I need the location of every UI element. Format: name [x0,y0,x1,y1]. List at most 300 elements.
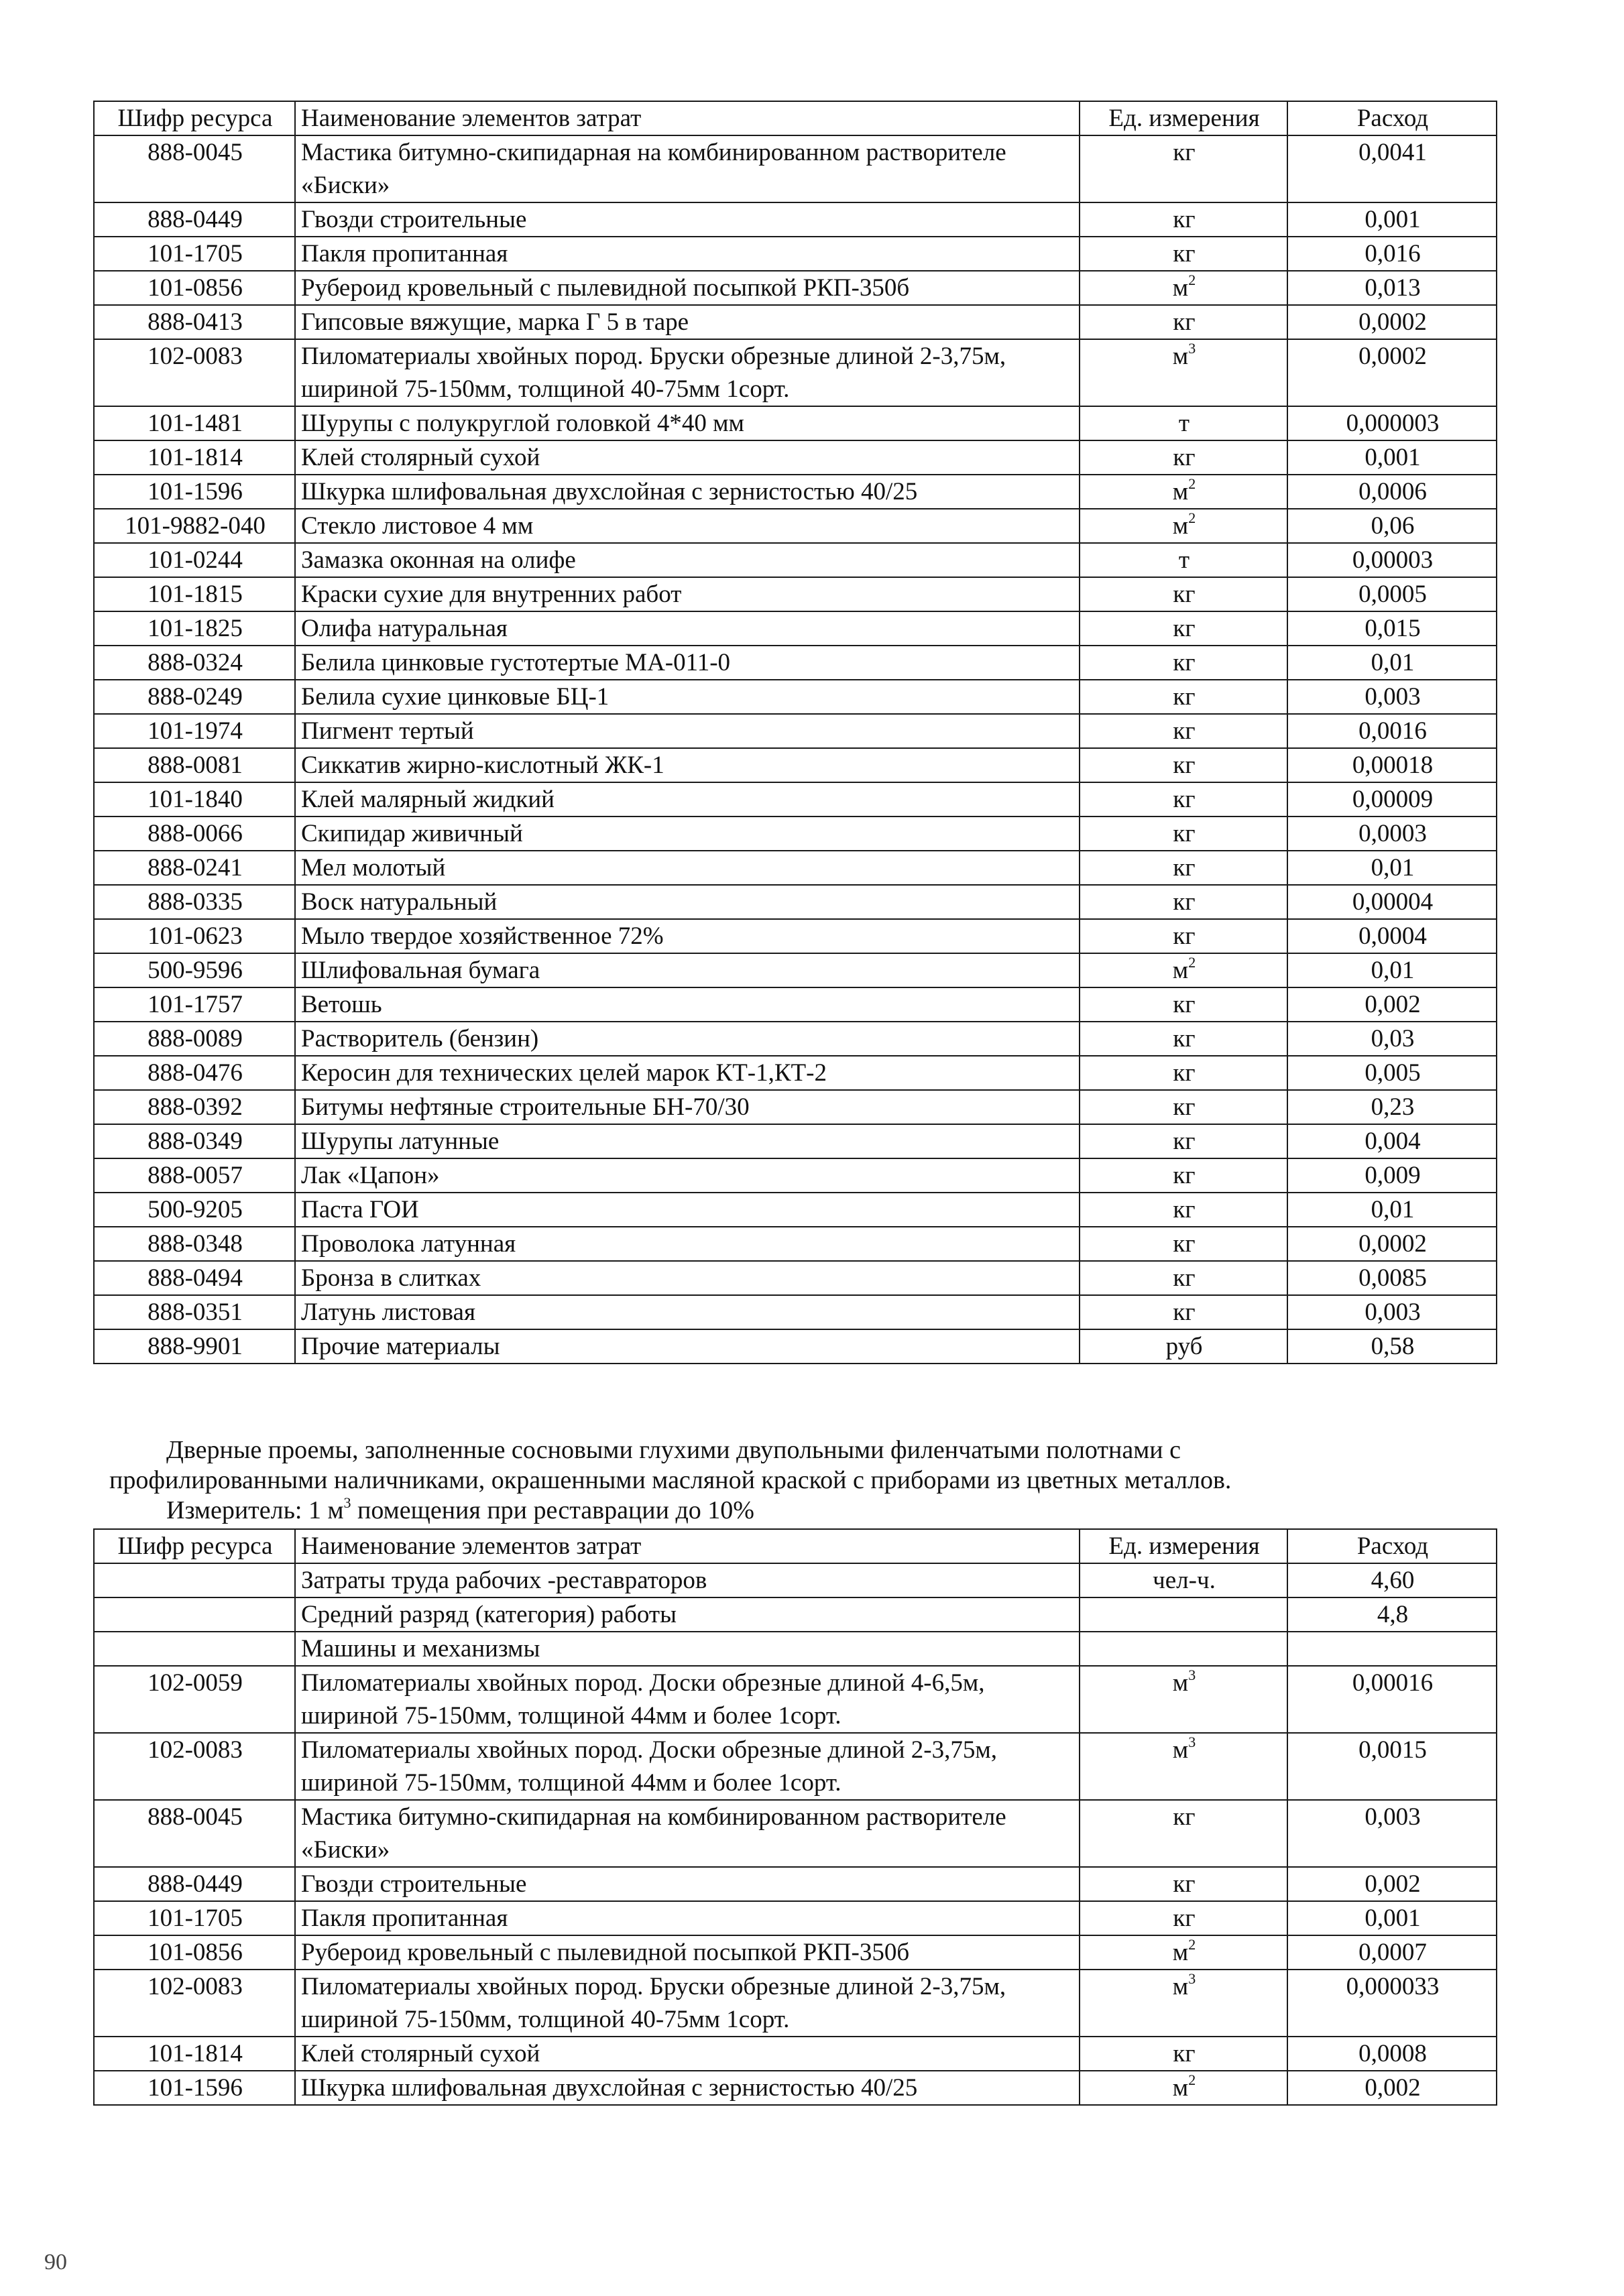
unit-of-measure [1080,919,1287,953]
measure-exponent: 3 [343,1494,351,1511]
resource-code: 888-0494 [94,1261,295,1295]
unit-text: кг [1173,991,1196,1018]
unit-text: м [1172,1939,1189,1966]
resource-code: 888-0089 [94,1022,295,1056]
cost-element-name: Клей столярный сухой [295,2037,1080,2071]
cost-element-name: Мыло твердое хозяйственное 72% [295,919,1080,953]
unit-text: кг [1173,1298,1196,1326]
table-row [94,305,1497,339]
cost-element-name: Клей малярный жидкий [295,782,1080,817]
unit-of-measure [1080,339,1287,406]
consumption-value: 0,002 [1287,987,1497,1022]
unit-text: кг [1173,1059,1196,1087]
consumption-value [1287,1632,1497,1666]
unit-text: м [1172,1669,1189,1697]
resource-code: 101-1596 [94,2071,295,2105]
cost-element-name: Шлифовальная бумага [295,953,1080,987]
resource-code: 888-0249 [94,680,295,714]
unit-of-measure [1080,135,1287,202]
header-qty: Расход [1287,101,1497,135]
cost-element-name: Пиломатериалы хвойных пород. Бруски обрезные длиной 2-3,75м, шириной 75-150мм, толщиной 40-75мм 1сорт. [295,339,1080,406]
table-row [94,680,1497,714]
unit-text: кг [1173,922,1196,950]
unit-of-measure [1080,851,1287,885]
header-qty: Расход [1287,1529,1497,1563]
table-row [94,1632,1497,1666]
header-code: Шифр ресурса [94,1529,295,1563]
consumption-value: 0,0015 [1287,1733,1497,1800]
resource-code: 101-1481 [94,406,295,440]
consumption-value: 0,005 [1287,1056,1497,1090]
consumption-value: 0,009 [1287,1158,1497,1193]
unit-text: кг [1173,240,1196,267]
resource-code: 888-0045 [94,135,295,202]
cost-element-name: Паста ГОИ [295,1193,1080,1227]
cost-element-name: Пиломатериалы хвойных пород. Доски обрезные длиной 2-3,75м, шириной 75-150мм, толщиной 44мм и более 1сорт. [295,1733,1080,1800]
resource-code: 888-0066 [94,817,295,851]
resource-code: 888-0392 [94,1090,295,1124]
consumption-value: 0,003 [1287,680,1497,714]
consumption-value: 0,01 [1287,646,1497,680]
consumption-value: 0,00016 [1287,1666,1497,1733]
cost-element-name: Сиккатив жирно-кислотный ЖК-1 [295,748,1080,782]
unit-text: т [1178,410,1190,437]
cost-element-name: Шкурка шлифовальная двухслойная с зернистостью 40/25 [295,475,1080,509]
consumption-value: 0,015 [1287,611,1497,646]
unit-text: руб [1165,1333,1203,1360]
table-row [94,475,1497,509]
unit-of-measure [1080,2037,1287,2071]
unit-of-measure [1080,475,1287,509]
resource-code: 101-0856 [94,1935,295,1970]
unit-of-measure [1080,782,1287,817]
cost-element-name: Пиломатериалы хвойных пород. Доски обрезные длиной 4-6,5м, шириной 75-150мм, толщиной 44мм и более 1сорт. [295,1666,1080,1733]
unit-text: м [1172,957,1189,984]
table-row [94,851,1497,885]
table-row [94,339,1497,406]
header-unit: Ед. измерения [1080,1529,1287,1563]
unit-of-measure [1080,2071,1287,2105]
header-code: Шифр ресурса [94,101,295,135]
consumption-value: 0,0002 [1287,305,1497,339]
resource-table-1 [93,101,1497,1364]
table-row [94,1970,1497,2037]
cost-element-name: Затраты труда рабочих -реставраторов [295,1563,1080,1597]
measure-suffix: помещения при реставрации до 10% [351,1496,754,1524]
cost-element-name: Пакля пропитанная [295,1901,1080,1935]
resource-code: 888-0449 [94,1867,295,1901]
consumption-value: 0,0005 [1287,577,1497,611]
cost-element-name: Мастика битумно-скипидарная на комбинированном растворителе «Биски» [295,1800,1080,1867]
resource-code: 101-1705 [94,1901,295,1935]
unit-text: кг [1173,615,1196,642]
resource-code: 888-0476 [94,1056,295,1090]
consumption-value: 0,003 [1287,1295,1497,1329]
table-row [94,440,1497,475]
cost-element-name: Шкурка шлифовальная двухслойная с зернистостью 40/25 [295,2071,1080,2105]
table-row [94,1056,1497,1090]
resource-code: 888-0413 [94,305,295,339]
consumption-value: 0,00018 [1287,748,1497,782]
unit-of-measure [1080,680,1287,714]
cost-element-name: Мел молотый [295,851,1080,885]
resource-code: 500-9205 [94,1193,295,1227]
unit-of-measure [1080,714,1287,748]
unit-of-measure [1080,577,1287,611]
unit-text: кг [1173,139,1196,166]
unit-exponent: 3 [1188,1734,1196,1750]
table-row [94,509,1497,543]
resource-code: 101-1814 [94,440,295,475]
unit-exponent: 2 [1188,954,1196,971]
resource-code: 888-0349 [94,1124,295,1158]
unit-text: кг [1173,1905,1196,1932]
resource-code: 101-1596 [94,475,295,509]
consumption-value: 0,01 [1287,953,1497,987]
consumption-value: 0,03 [1287,1022,1497,1056]
section-caption-measure [166,1494,754,1527]
table-row [94,1901,1497,1935]
consumption-value: 0,000033 [1287,1970,1497,2037]
table-row [94,2071,1497,2105]
cost-element-name: Замазка оконная на олифе [295,543,1080,577]
consumption-value: 0,00009 [1287,782,1497,817]
unit-exponent: 2 [1188,475,1196,492]
cost-element-name: Латунь листовая [295,1295,1080,1329]
table-header-row [94,1529,1497,1563]
cost-element-name: Шурупы с полукруглой головкой 4*40 мм [295,406,1080,440]
table-row [94,1090,1497,1124]
table-row [94,1158,1497,1193]
unit-exponent: 2 [1188,509,1196,526]
unit-of-measure [1080,646,1287,680]
table-row [94,1597,1497,1632]
table-row [94,1867,1497,1901]
unit-of-measure [1080,1563,1287,1597]
cost-element-name: Лак «Цапон» [295,1158,1080,1193]
consumption-value: 0,0008 [1287,2037,1497,2071]
table-row [94,543,1497,577]
resource-table-1-body [94,101,1497,1364]
resource-code: 102-0059 [94,1666,295,1733]
table-row [94,202,1497,237]
resource-code: 888-0348 [94,1227,295,1261]
unit-exponent: 2 [1188,1936,1196,1953]
unit-text: кг [1173,1128,1196,1155]
header-unit: Ед. измерения [1080,101,1287,135]
table-row [94,135,1497,202]
unit-text: кг [1173,1870,1196,1898]
unit-of-measure [1080,237,1287,271]
table-row [94,1666,1497,1733]
unit-text: кг [1173,1264,1196,1292]
consumption-value: 0,01 [1287,851,1497,885]
unit-text: кг [1173,683,1196,711]
table-row [94,1733,1497,1800]
unit-of-measure [1080,1800,1287,1867]
unit-of-measure [1080,406,1287,440]
consumption-value: 0,002 [1287,1867,1497,1901]
table-row [94,611,1497,646]
consumption-value: 0,58 [1287,1329,1497,1364]
table-row [94,748,1497,782]
resource-table-2-body [94,1529,1497,2105]
unit-text: кг [1173,308,1196,336]
table-row [94,1329,1497,1364]
table-row [94,817,1497,851]
unit-of-measure [1080,1022,1287,1056]
resource-code: 101-0244 [94,543,295,577]
measure-prefix: Измеритель: 1 м [166,1496,344,1524]
resource-code: 888-9901 [94,1329,295,1364]
unit-text: м [1172,1736,1189,1764]
unit-of-measure [1080,1193,1287,1227]
unit-text: кг [1173,2040,1196,2067]
unit-text: кг [1173,786,1196,813]
consumption-value: 0,0002 [1287,1227,1497,1261]
unit-of-measure [1080,885,1287,919]
cost-element-name: Средний разряд (категория) работы [295,1597,1080,1632]
unit-text: кг [1173,1196,1196,1223]
consumption-value: 0,001 [1287,440,1497,475]
unit-of-measure [1080,202,1287,237]
unit-of-measure [1080,1295,1287,1329]
unit-exponent: 2 [1188,271,1196,288]
unit-text: м [1172,512,1189,540]
unit-of-measure [1080,509,1287,543]
resource-code: 500-9596 [94,953,295,987]
consumption-value: 0,0085 [1287,1261,1497,1295]
resource-code: 101-1825 [94,611,295,646]
unit-of-measure [1080,1158,1287,1193]
table-row [94,1124,1497,1158]
unit-exponent: 3 [1188,1667,1196,1683]
unit-of-measure [1080,987,1287,1022]
unit-of-measure [1080,1733,1287,1800]
table-row [94,885,1497,919]
consumption-value: 0,004 [1287,1124,1497,1158]
cost-element-name: Прочие материалы [295,1329,1080,1364]
cost-element-name: Воск натуральный [295,885,1080,919]
table-row [94,714,1497,748]
table-row [94,987,1497,1022]
cost-element-name: Гипсовые вяжущие, марка Г 5 в таре [295,305,1080,339]
resource-code: 888-0081 [94,748,295,782]
resource-code: 888-0449 [94,202,295,237]
consumption-value: 0,23 [1287,1090,1497,1124]
consumption-value: 0,06 [1287,509,1497,543]
consumption-value: 0,0003 [1287,817,1497,851]
cost-element-name: Керосин для технических целей марок КТ-1,КТ-2 [295,1056,1080,1090]
resource-code: 102-0083 [94,1733,295,1800]
resource-code: 888-0351 [94,1295,295,1329]
cost-element-name: Гвозди строительные [295,1867,1080,1901]
resource-code: 102-0083 [94,1970,295,2037]
unit-text: кг [1173,649,1196,676]
unit-text: т [1178,546,1190,574]
consumption-value: 0,016 [1287,237,1497,271]
unit-text: м [1172,478,1189,505]
unit-text: чел-ч. [1153,1567,1216,1594]
header-name: Наименование элементов затрат [295,101,1080,135]
cost-element-name: Белила сухие цинковые БЦ-1 [295,680,1080,714]
consumption-value: 0,00003 [1287,543,1497,577]
cost-element-name: Пигмент тертый [295,714,1080,748]
consumption-value: 0,001 [1287,202,1497,237]
unit-text: м [1172,2074,1189,2102]
consumption-value: 4,60 [1287,1563,1497,1597]
cost-element-name: Рубероид кровельный с пылевидной посыпкой РКП-350б [295,271,1080,305]
consumption-value: 0,000003 [1287,406,1497,440]
section-caption-line-2: профилированными наличниками, окрашенными масляной краской с приборами из цветных металлов. [109,1466,1232,1494]
cost-element-name: Гвозди строительные [295,202,1080,237]
consumption-value: 0,01 [1287,1193,1497,1227]
consumption-value: 0,013 [1287,271,1497,305]
table-row [94,577,1497,611]
table-row [94,1261,1497,1295]
cost-element-name: Бронза в слитках [295,1261,1080,1295]
resource-code: 101-1705 [94,237,295,271]
consumption-value: 0,002 [1287,2071,1497,2105]
unit-of-measure [1080,543,1287,577]
resource-code: 101-0623 [94,919,295,953]
unit-text: кг [1173,751,1196,779]
consumption-value: 0,00004 [1287,885,1497,919]
unit-text: кг [1173,1803,1196,1831]
unit-of-measure [1080,1329,1287,1364]
page-number: 90 [44,2250,67,2275]
resource-code [94,1563,295,1597]
cost-element-name: Мастика битумно-скипидарная на комбинированном растворителе «Биски» [295,135,1080,202]
unit-text: кг [1173,444,1196,471]
resource-code: 888-0045 [94,1800,295,1867]
cost-element-name: Шурупы латунные [295,1124,1080,1158]
unit-of-measure [1080,1056,1287,1090]
table-row [94,782,1497,817]
unit-of-measure [1080,817,1287,851]
cost-element-name: Стекло листовое 4 мм [295,509,1080,543]
table-row [94,237,1497,271]
consumption-value: 0,0004 [1287,919,1497,953]
resource-code: 101-1814 [94,2037,295,2071]
resource-code: 888-0335 [94,885,295,919]
resource-code: 101-0856 [94,271,295,305]
table-row [94,1022,1497,1056]
resource-code: 888-0241 [94,851,295,885]
cost-element-name: Машины и механизмы [295,1632,1080,1666]
unit-text: кг [1173,1162,1196,1189]
unit-exponent: 2 [1188,2071,1196,2088]
unit-of-measure [1080,1970,1287,2037]
unit-text: кг [1173,820,1196,847]
unit-exponent: 3 [1188,1970,1196,1987]
cost-element-name: Пиломатериалы хвойных пород. Бруски обрезные длиной 2-3,75м, шириной 75-150мм, толщиной 40-75мм 1сорт. [295,1970,1080,2037]
resource-code: 101-1840 [94,782,295,817]
table-row [94,1935,1497,1970]
resource-code: 888-0324 [94,646,295,680]
unit-of-measure [1080,1935,1287,1970]
cost-element-name: Олифа натуральная [295,611,1080,646]
unit-text: кг [1173,1025,1196,1052]
unit-text: кг [1173,854,1196,882]
table-row [94,1193,1497,1227]
unit-exponent: 3 [1188,340,1196,357]
unit-text: кг [1173,206,1196,233]
cost-element-name: Растворитель (бензин) [295,1022,1080,1056]
table-header-row [94,101,1497,135]
header-name: Наименование элементов затрат [295,1529,1080,1563]
unit-of-measure [1080,1261,1287,1295]
unit-of-measure [1080,953,1287,987]
unit-of-measure [1080,1867,1287,1901]
table-row [94,1563,1497,1597]
cost-element-name: Рубероид кровельный с пылевидной посыпкой РКП-350б [295,1935,1080,1970]
table-row [94,406,1497,440]
table-row [94,953,1497,987]
resource-code: 888-0057 [94,1158,295,1193]
cost-element-name: Скипидар живичный [295,817,1080,851]
resource-code [94,1597,295,1632]
cost-element-name: Белила цинковые густотертые МА-011-0 [295,646,1080,680]
consumption-value: 0,0007 [1287,1935,1497,1970]
cost-element-name: Битумы нефтяные строительные БН-70/30 [295,1090,1080,1124]
consumption-value: 0,0016 [1287,714,1497,748]
resource-code [94,1632,295,1666]
resource-code: 101-1815 [94,577,295,611]
table-row [94,646,1497,680]
resource-code: 101-1974 [94,714,295,748]
resource-code: 101-1757 [94,987,295,1022]
unit-of-measure [1080,440,1287,475]
unit-text: м [1172,343,1189,370]
consumption-value: 0,0006 [1287,475,1497,509]
table-row [94,1295,1497,1329]
table-row [94,1800,1497,1867]
cost-element-name: Пакля пропитанная [295,237,1080,271]
cost-element-name: Краски сухие для внутренних работ [295,577,1080,611]
unit-text: кг [1173,1093,1196,1121]
unit-text: кг [1173,581,1196,608]
unit-of-measure [1080,1666,1287,1733]
unit-of-measure [1080,611,1287,646]
unit-of-measure [1080,1597,1287,1632]
consumption-value: 0,0002 [1287,339,1497,406]
consumption-value: 0,0041 [1287,135,1497,202]
consumption-value: 4,8 [1287,1597,1497,1632]
cost-element-name: Ветошь [295,987,1080,1022]
table-row [94,1227,1497,1261]
cost-element-name: Клей столярный сухой [295,440,1080,475]
resource-table-2 [93,1528,1497,2106]
unit-of-measure [1080,748,1287,782]
unit-text: кг [1173,717,1196,745]
unit-of-measure [1080,305,1287,339]
unit-of-measure [1080,1632,1287,1666]
resource-code: 102-0083 [94,339,295,406]
unit-text: м [1172,1973,1189,2000]
unit-text: кг [1173,888,1196,916]
unit-of-measure [1080,1090,1287,1124]
table-row [94,2037,1497,2071]
unit-of-measure [1080,271,1287,305]
table-row [94,271,1497,305]
consumption-value: 0,001 [1287,1901,1497,1935]
unit-of-measure [1080,1901,1287,1935]
cost-element-name: Проволока латунная [295,1227,1080,1261]
resource-code: 101-9882-040 [94,509,295,543]
unit-text: м [1172,274,1189,302]
unit-of-measure [1080,1124,1287,1158]
